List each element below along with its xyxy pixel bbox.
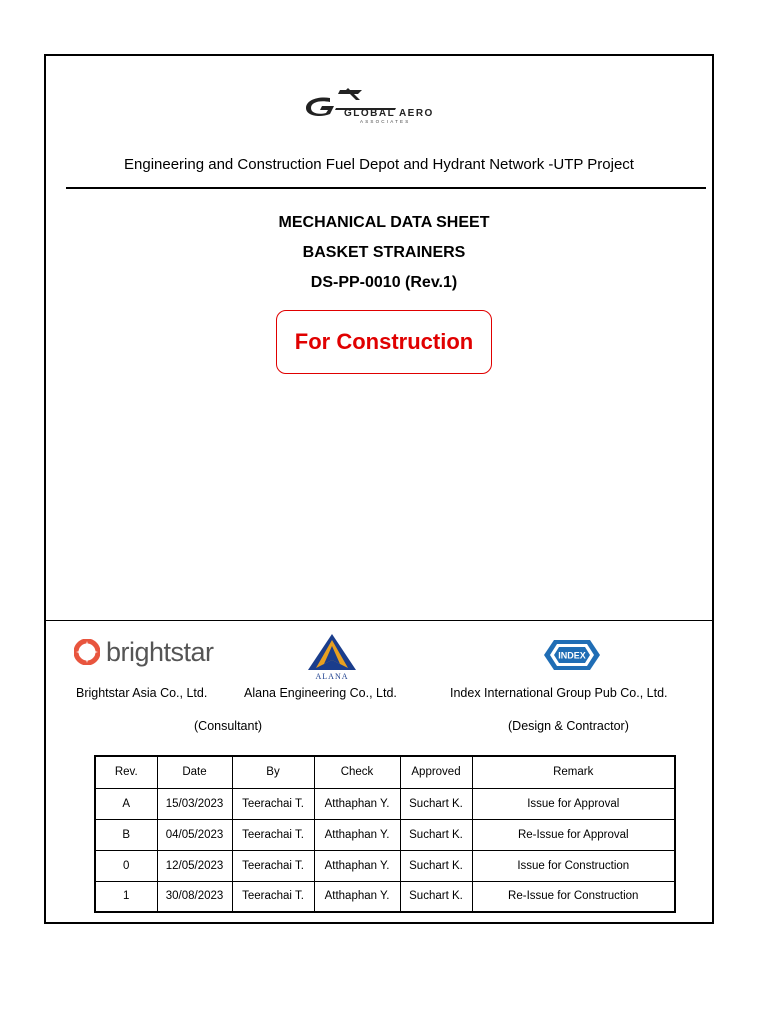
status-stamp: For Construction [276, 310, 492, 374]
table-row [95, 819, 675, 850]
cell-approved: Suchart K. [400, 788, 472, 819]
cell-approved: Suchart K. [400, 819, 472, 850]
cell-by: Teerachai T. [232, 850, 314, 881]
table-row [95, 788, 675, 819]
cell-by: Teerachai T. [232, 788, 314, 819]
logo-subtext: ASSOCIATES [360, 119, 411, 124]
cell-date: 15/03/2023 [157, 788, 232, 819]
equipment-name: BASKET STRAINERS [302, 244, 466, 261]
cell-date: 04/05/2023 [157, 819, 232, 850]
logo-wordmark: GLOBAL AERO [344, 108, 434, 119]
cell-by: Teerachai T. [232, 881, 314, 912]
cell-remark: Re-Issue for Approval [472, 819, 675, 850]
cell-rev: B [95, 819, 157, 850]
cell-check: Atthaphan Y. [314, 788, 400, 819]
header-divider [66, 187, 706, 189]
col-by: By [232, 756, 314, 788]
cell-date: 12/05/2023 [157, 850, 232, 881]
cell-date: 30/08/2023 [157, 881, 232, 912]
company-brightstar: Brightstar Asia Co., Ltd. [76, 686, 208, 700]
project-title: Engineering and Construction Fuel Depot and Hydrant Network -UTP Project [124, 156, 634, 173]
cell-check: Atthaphan Y. [314, 850, 400, 881]
index-logo [540, 638, 604, 672]
document-type: MECHANICAL DATA SHEET [278, 214, 490, 231]
alana-logo [304, 632, 360, 680]
brightstar-mark-icon [74, 639, 100, 665]
alana-wordmark: ALANA [315, 672, 349, 680]
cell-remark: Issue for Construction [472, 850, 675, 881]
company-index: Index International Group Pub Co., Ltd. [450, 686, 668, 700]
col-check: Check [314, 756, 400, 788]
footer-divider [46, 620, 712, 621]
revision-table [94, 755, 676, 913]
table-row [95, 881, 675, 912]
col-remark: Remark [472, 756, 675, 788]
cell-rev: 0 [95, 850, 157, 881]
cell-check: Atthaphan Y. [314, 819, 400, 850]
col-rev: Rev. [95, 756, 157, 788]
cell-remark: Issue for Approval [472, 788, 675, 819]
cell-check: Atthaphan Y. [314, 881, 400, 912]
cell-remark: Re-Issue for Construction [472, 881, 675, 912]
brightstar-logo [74, 634, 214, 670]
role-contractor: (Design & Contractor) [508, 719, 629, 733]
col-date: Date [157, 756, 232, 788]
global-aero-logo [300, 86, 470, 126]
document-number: DS-PP-0010 (Rev.1) [310, 274, 458, 291]
brightstar-wordmark: brightstar [106, 636, 214, 667]
index-wordmark: INDEX [558, 650, 586, 661]
cell-by: Teerachai T. [232, 819, 314, 850]
table-row [95, 850, 675, 881]
cell-approved: Suchart K. [400, 881, 472, 912]
cell-rev: A [95, 788, 157, 819]
cell-rev: 1 [95, 881, 157, 912]
company-alana: Alana Engineering Co., Ltd. [244, 686, 397, 700]
role-consultant: (Consultant) [194, 719, 263, 733]
cell-approved: Suchart K. [400, 850, 472, 881]
col-approved: Approved [400, 756, 472, 788]
revision-header-row [95, 756, 675, 788]
